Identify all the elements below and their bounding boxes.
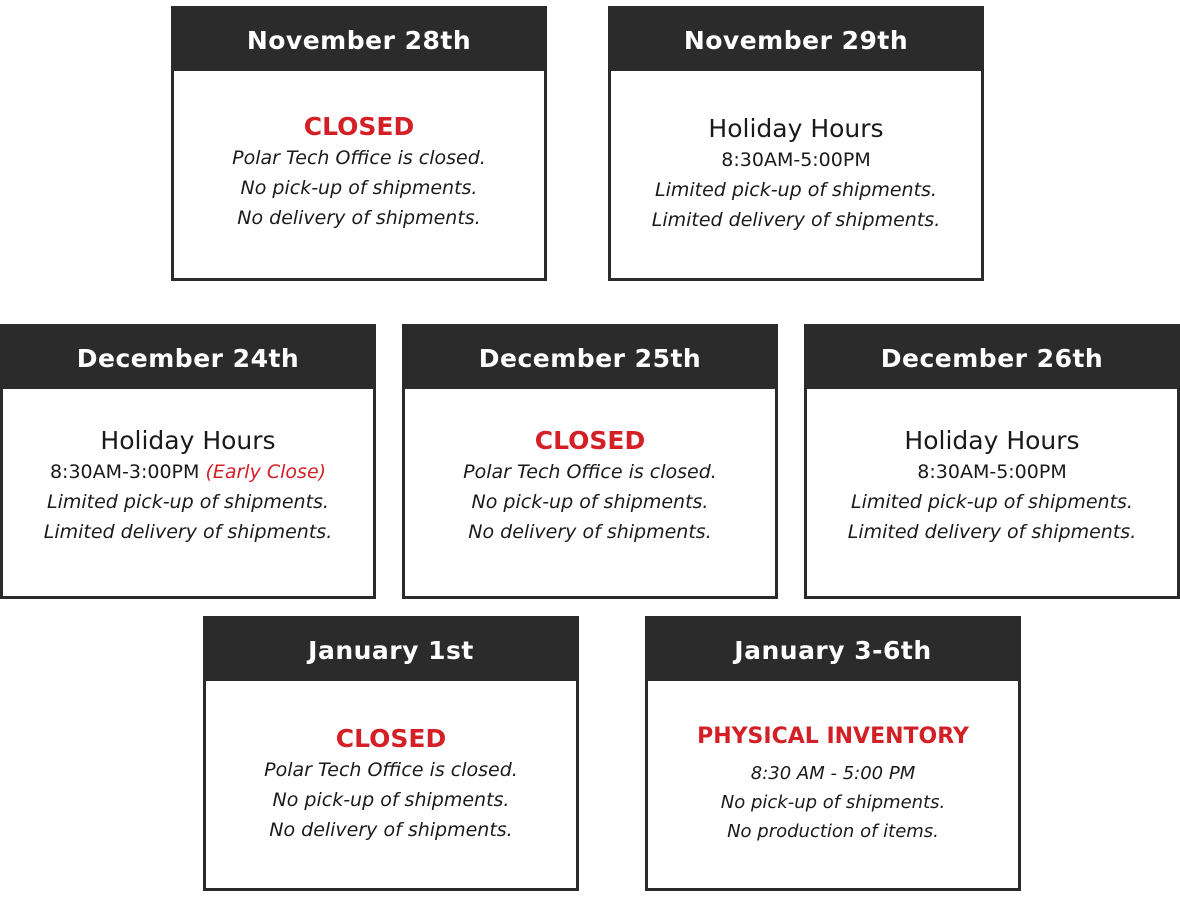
card-body [807, 389, 1177, 547]
card-hours [3, 457, 373, 487]
card-line: No delivery of shipments. [468, 521, 712, 543]
hours-text: 8:30AM-3:00PM [49, 461, 200, 483]
card-date-header: November 29th [611, 9, 981, 71]
card-date-header: December 24th [3, 327, 373, 389]
card-november-28 [171, 6, 547, 281]
card-line: Limited delivery of shipments. [847, 521, 1137, 543]
card-january-1 [203, 616, 579, 891]
card-body [206, 681, 576, 845]
card-date-header: November 28th [174, 9, 544, 71]
card-november-29 [608, 6, 984, 281]
card-line: No pick-up of shipments. [471, 491, 709, 513]
status-closed: CLOSED [534, 426, 646, 455]
card-line: Polar Tech Office is closed. [463, 461, 717, 483]
status-holiday-hours: Holiday Hours [708, 114, 884, 143]
card-hours: 8:30AM-5:00PM [721, 149, 871, 171]
card-line: No pick-up of shipments. [720, 792, 946, 813]
card-body [648, 681, 1018, 846]
card-date-header: January 3-6th [648, 619, 1018, 681]
card-date-header: January 1st [206, 619, 576, 681]
card-line: No pick-up of shipments. [240, 177, 478, 199]
card-line: No pick-up of shipments. [272, 789, 510, 811]
status-closed: CLOSED [303, 112, 415, 141]
card-line: Limited pick-up of shipments. [851, 491, 1133, 513]
card-body [405, 389, 775, 547]
card-body [3, 389, 373, 547]
card-line: Limited delivery of shipments. [43, 521, 333, 543]
card-line: No production of items. [727, 821, 939, 842]
card-body [174, 71, 544, 233]
card-december-24 [0, 324, 376, 599]
status-holiday-hours: Holiday Hours [100, 426, 276, 455]
status-holiday-hours: Holiday Hours [904, 426, 1080, 455]
card-hours: 8:30AM-5:00PM [917, 461, 1067, 483]
card-line: Polar Tech Office is closed. [264, 759, 518, 781]
card-line: Polar Tech Office is closed. [232, 147, 486, 169]
card-line: Limited pick-up of shipments. [655, 179, 937, 201]
card-january-3-6 [645, 616, 1021, 891]
card-line: Limited delivery of shipments. [651, 209, 941, 231]
card-body [611, 71, 981, 235]
card-december-26 [804, 324, 1180, 599]
card-hours: 8:30 AM - 5:00 PM [750, 763, 916, 784]
card-december-25 [402, 324, 778, 599]
early-close-note: (Early Close) [205, 461, 327, 483]
card-date-header: December 26th [807, 327, 1177, 389]
card-date-header: December 25th [405, 327, 775, 389]
status-closed: CLOSED [335, 724, 447, 753]
status-physical-inventory: PHYSICAL INVENTORY [697, 724, 969, 749]
card-line: Limited pick-up of shipments. [47, 491, 329, 513]
card-line: No delivery of shipments. [269, 819, 513, 841]
card-line: No delivery of shipments. [237, 207, 481, 229]
